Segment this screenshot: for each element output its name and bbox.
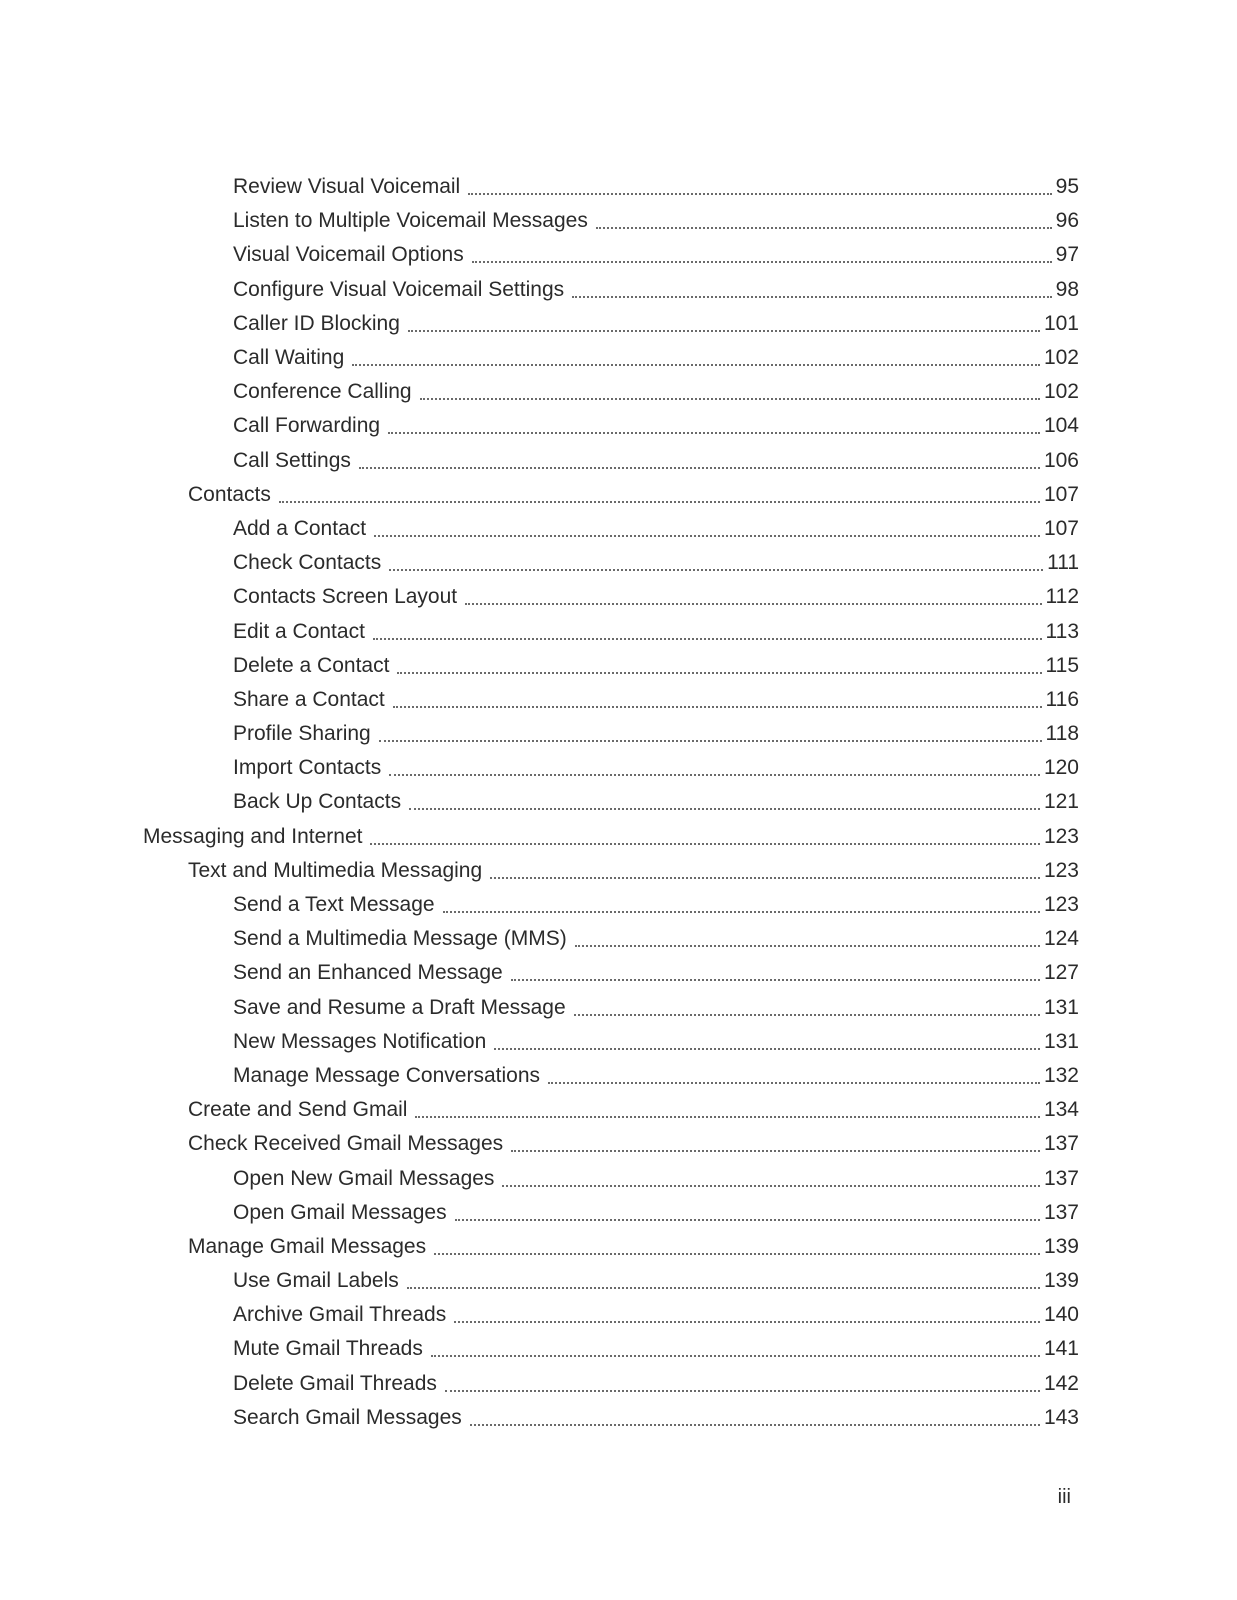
toc-entry[interactable] xyxy=(0,956,1237,990)
toc-entry-title: Open Gmail Messages xyxy=(233,1200,447,1224)
dot-leader xyxy=(389,569,1043,571)
toc-entry[interactable] xyxy=(0,1401,1237,1435)
toc-entry-page: 97 xyxy=(1055,243,1079,267)
dot-leader xyxy=(502,1185,1040,1187)
toc-entry-page: 131 xyxy=(1043,1029,1079,1053)
dot-leader xyxy=(434,1253,1040,1255)
toc-entry-page: 137 xyxy=(1043,1166,1079,1190)
toc-entry-title: Delete Gmail Threads xyxy=(233,1371,437,1395)
dot-leader xyxy=(420,398,1040,400)
toc-entry-page: 132 xyxy=(1043,1063,1079,1087)
toc-entry-page: 113 xyxy=(1045,619,1079,643)
toc-entry[interactable] xyxy=(0,478,1237,512)
dot-leader xyxy=(359,467,1040,469)
toc-entry[interactable] xyxy=(0,307,1237,341)
toc-entry[interactable] xyxy=(0,238,1237,272)
toc-entry-title: Configure Visual Voicemail Settings xyxy=(233,277,565,301)
toc-entry-title: Check Received Gmail Messages xyxy=(188,1132,504,1156)
toc-entry-title: Visual Voicemail Options xyxy=(233,243,464,267)
toc-entry-page: 96 xyxy=(1055,209,1079,233)
dot-leader xyxy=(374,535,1040,537)
toc-entry-title: Share a Contact xyxy=(233,687,385,711)
dot-leader xyxy=(575,945,1040,947)
toc-entry[interactable] xyxy=(0,888,1237,922)
toc-entry-page: 98 xyxy=(1055,277,1079,301)
toc-entry[interactable] xyxy=(0,1196,1237,1230)
dot-leader xyxy=(415,1116,1039,1118)
toc-entry-title: Profile Sharing xyxy=(233,722,371,746)
toc-entry-page: 139 xyxy=(1043,1234,1079,1258)
toc-entry[interactable] xyxy=(0,170,1237,204)
toc-entry-title: Review Visual Voicemail xyxy=(233,175,461,199)
dot-leader xyxy=(454,1321,1040,1323)
toc-entry-page: 102 xyxy=(1043,346,1079,370)
dot-leader xyxy=(431,1355,1040,1357)
toc-entry-page: 134 xyxy=(1043,1098,1079,1122)
toc-entry[interactable] xyxy=(0,1332,1237,1366)
toc-entry-title: Contacts xyxy=(188,482,271,506)
toc-entry-title: Save and Resume a Draft Message xyxy=(233,995,566,1019)
toc-entry[interactable] xyxy=(0,1093,1237,1127)
toc-entry[interactable] xyxy=(0,512,1237,546)
toc-entry-page: 123 xyxy=(1043,893,1079,917)
toc-entry[interactable] xyxy=(0,1298,1237,1332)
toc-entry-page: 111 xyxy=(1047,551,1079,575)
toc-entry[interactable] xyxy=(0,1161,1237,1195)
toc-entry-page: 124 xyxy=(1043,927,1079,951)
toc-entry-page: 120 xyxy=(1043,756,1079,780)
toc-entry-title: Listen to Multiple Voicemail Messages xyxy=(233,209,588,233)
toc-entry-page: 107 xyxy=(1043,482,1079,506)
toc-entry[interactable] xyxy=(0,1367,1237,1401)
dot-leader xyxy=(373,638,1042,640)
toc-entry-title: New Messages Notification xyxy=(233,1029,487,1053)
dot-leader xyxy=(389,774,1040,776)
toc-entry[interactable] xyxy=(0,409,1237,443)
toc-entry-title: Call Waiting xyxy=(233,346,345,370)
dot-leader xyxy=(572,296,1052,298)
toc-entry-title: Edit a Contact xyxy=(233,619,365,643)
toc-entry-title: Delete a Contact xyxy=(233,653,390,677)
toc-entry-page: 127 xyxy=(1043,961,1079,985)
toc-entry[interactable] xyxy=(0,991,1237,1025)
toc-entry-title: Caller ID Blocking xyxy=(233,311,400,335)
dot-leader xyxy=(596,227,1052,229)
toc-entry[interactable] xyxy=(0,854,1237,888)
toc-entry[interactable] xyxy=(0,717,1237,751)
table-of-contents xyxy=(0,170,1237,1435)
toc-entry[interactable] xyxy=(0,683,1237,717)
toc-entry-page: 106 xyxy=(1043,448,1079,472)
dot-leader xyxy=(490,877,1040,879)
toc-entry-page: 141 xyxy=(1043,1337,1079,1361)
toc-entry-page: 118 xyxy=(1045,722,1079,746)
dot-leader xyxy=(370,843,1039,845)
toc-entry-page: 137 xyxy=(1043,1132,1079,1156)
dot-leader xyxy=(407,1287,1040,1289)
toc-entry[interactable] xyxy=(0,1230,1237,1264)
toc-entry-page: 102 xyxy=(1043,380,1079,404)
dot-leader xyxy=(409,808,1040,810)
dot-leader xyxy=(511,979,1040,981)
toc-entry-title: Import Contacts xyxy=(233,756,382,780)
toc-entry[interactable] xyxy=(0,1264,1237,1298)
toc-entry-title: Send a Multimedia Message (MMS) xyxy=(233,927,567,951)
dot-leader xyxy=(397,672,1041,674)
toc-entry-title: Call Settings xyxy=(233,448,351,472)
toc-entry[interactable] xyxy=(0,649,1237,683)
toc-entry-title: Use Gmail Labels xyxy=(233,1269,399,1293)
toc-entry-title: Text and Multimedia Messaging xyxy=(188,858,483,882)
dot-leader xyxy=(468,193,1051,195)
dot-leader xyxy=(455,1219,1040,1221)
dot-leader xyxy=(279,501,1040,503)
dot-leader xyxy=(352,364,1040,366)
toc-entry[interactable] xyxy=(0,751,1237,785)
toc-entry-page: 123 xyxy=(1043,824,1079,848)
dot-leader xyxy=(443,911,1040,913)
toc-entry[interactable] xyxy=(0,820,1237,854)
toc-entry[interactable] xyxy=(0,1059,1237,1093)
toc-entry[interactable] xyxy=(0,273,1237,307)
toc-entry-page: 115 xyxy=(1045,653,1079,677)
toc-entry-page: 137 xyxy=(1043,1200,1079,1224)
page-number: iii xyxy=(1057,1486,1071,1508)
toc-entry-title: Add a Contact xyxy=(233,516,367,540)
dot-leader xyxy=(388,432,1040,434)
toc-entry[interactable] xyxy=(0,444,1237,478)
dot-leader xyxy=(465,603,1041,605)
toc-entry[interactable] xyxy=(0,375,1237,409)
toc-entry[interactable] xyxy=(0,580,1237,614)
toc-entry-page: 95 xyxy=(1055,175,1079,199)
toc-entry-title: Open New Gmail Messages xyxy=(233,1166,495,1190)
toc-entry[interactable] xyxy=(0,546,1237,580)
toc-entry-title: Contacts Screen Layout xyxy=(233,585,458,609)
toc-entry-page: 123 xyxy=(1043,858,1079,882)
toc-entry-page: 104 xyxy=(1043,414,1079,438)
dot-leader xyxy=(548,1082,1040,1084)
toc-entry[interactable] xyxy=(0,204,1237,238)
dot-leader xyxy=(511,1150,1040,1152)
toc-entry-title: Search Gmail Messages xyxy=(233,1405,462,1429)
toc-entry[interactable] xyxy=(0,1127,1237,1161)
toc-entry-page: 107 xyxy=(1043,516,1079,540)
toc-entry-page: 112 xyxy=(1045,585,1079,609)
toc-entry[interactable] xyxy=(0,341,1237,375)
toc-entry-page: 101 xyxy=(1043,311,1079,335)
toc-entry-title: Send an Enhanced Message xyxy=(233,961,503,985)
dot-leader xyxy=(494,1048,1040,1050)
dot-leader xyxy=(574,1014,1040,1016)
dot-leader xyxy=(393,706,1042,708)
toc-entry-title: Manage Message Conversations xyxy=(233,1063,541,1087)
toc-entry-title: Archive Gmail Threads xyxy=(233,1303,447,1327)
toc-entry-title: Check Contacts xyxy=(233,551,382,575)
toc-entry[interactable] xyxy=(0,922,1237,956)
toc-entry[interactable] xyxy=(0,614,1237,648)
toc-entry-title: Conference Calling xyxy=(233,380,412,404)
toc-entry[interactable] xyxy=(0,1025,1237,1059)
toc-entry-page: 140 xyxy=(1043,1303,1079,1327)
dot-leader xyxy=(472,261,1052,263)
toc-entry-title: Create and Send Gmail xyxy=(188,1098,408,1122)
dot-leader xyxy=(470,1424,1040,1426)
toc-entry-title: Back Up Contacts xyxy=(233,790,402,814)
toc-entry-page: 131 xyxy=(1043,995,1079,1019)
toc-entry[interactable] xyxy=(0,785,1237,819)
toc-entry-title: Manage Gmail Messages xyxy=(188,1234,427,1258)
toc-entry-title: Call Forwarding xyxy=(233,414,381,438)
toc-entry-page: 116 xyxy=(1045,687,1079,711)
toc-entry-page: 121 xyxy=(1043,790,1079,814)
toc-entry-page: 139 xyxy=(1043,1269,1079,1293)
toc-entry-title: Messaging and Internet xyxy=(143,824,363,848)
toc-entry-title: Send a Text Message xyxy=(233,893,435,917)
dot-leader xyxy=(379,740,1042,742)
toc-entry-page: 142 xyxy=(1043,1371,1079,1395)
dot-leader xyxy=(408,330,1040,332)
toc-entry-page: 143 xyxy=(1043,1405,1079,1429)
dot-leader xyxy=(445,1390,1040,1392)
toc-entry-title: Mute Gmail Threads xyxy=(233,1337,423,1361)
